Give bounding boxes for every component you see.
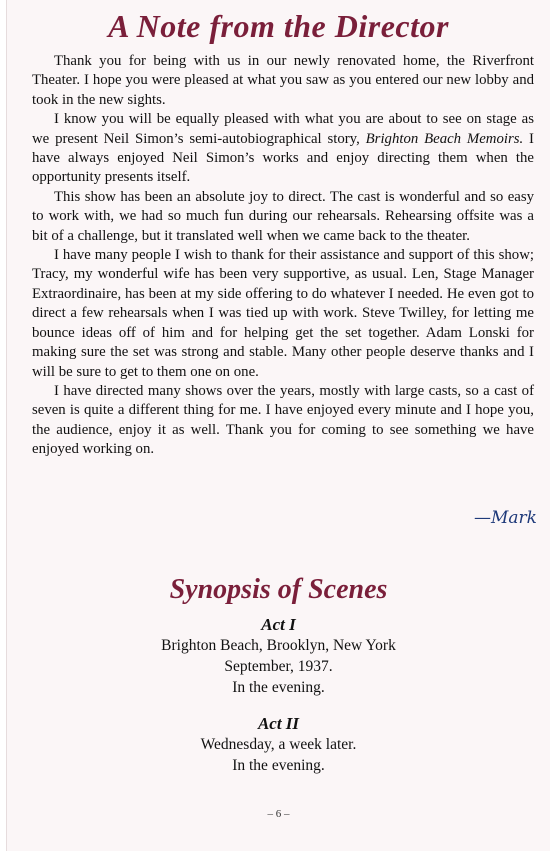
act-detail: In the evening.: [232, 679, 325, 696]
act-detail: In the evening.: [232, 757, 325, 774]
play-title: Brighton Beach Memoirs.: [365, 130, 524, 147]
act-detail: Wednesday, a week later.: [200, 736, 357, 753]
note-paragraph: [32, 246, 534, 382]
act-detail: September, 1937.: [224, 658, 333, 675]
program-page: [6, 0, 550, 851]
director-note-body: [32, 52, 534, 460]
note-text: I have many people I wish to thank for their assistance and support of this show; Tracy, my wonderful wife has been very supportive, as usual. Len, Stage Manager Extraordinaire, has been at my side offering to do whatever I needed. He even got to direct a few rehearsals when I was tied up with work. Steve Twilley, for letting me bounce ideas off of him and for helping get the set together. Adam Lonski for making sure the set was strong and stable. Many other people deserve thanks and I will be sure to get to them one on one.: [32, 247, 534, 380]
note-paragraph: [32, 110, 534, 188]
act-two-block: [7, 713, 550, 776]
note-text: Thank you for being with us in our newly renovated home, the Riverfront Theater. I hope you were pleased at what you saw as you entered our new lobby and took in the new sights.: [32, 53, 534, 108]
synopsis-title: Synopsis of Scenes: [169, 574, 388, 605]
act-label: Act I: [261, 615, 296, 634]
note-text: I have always enjoyed Neil Simon’s works and enjoy directing them when the opportunity presents itself.: [32, 130, 534, 186]
note-text: This show has been an absolute joy to direct. The cast is wonderful and so easy to work with, we had so much fun during our rehearsals. Rehearsing offsite was a bit of a challenge, but it translated well when we came back to the theater.: [32, 188, 534, 244]
act-detail: Brighton Beach, Brooklyn, New York: [161, 637, 396, 654]
act-label: Act II: [257, 714, 300, 733]
director-signature: —Mark: [474, 508, 537, 528]
note-paragraph: [32, 52, 534, 110]
page-number: – 6 –: [267, 808, 290, 820]
note-paragraph: [32, 188, 534, 246]
note-text: I have directed many shows over the years, mostly with large casts, so a cast of seven is quite a different thing for me. I have enjoyed every minute and I hope you, the audience, enjoy it as well. Thank you for coming to see something we have enjoyed working on.: [32, 382, 534, 458]
act-one-block: [7, 614, 550, 698]
note-text: I know you will be equally pleased with what you are about to see on stage as we present Neil Simon’s semi-autobiographical story,: [32, 111, 534, 147]
note-title: A Note from the Director: [108, 8, 449, 44]
note-paragraph: [32, 382, 534, 460]
